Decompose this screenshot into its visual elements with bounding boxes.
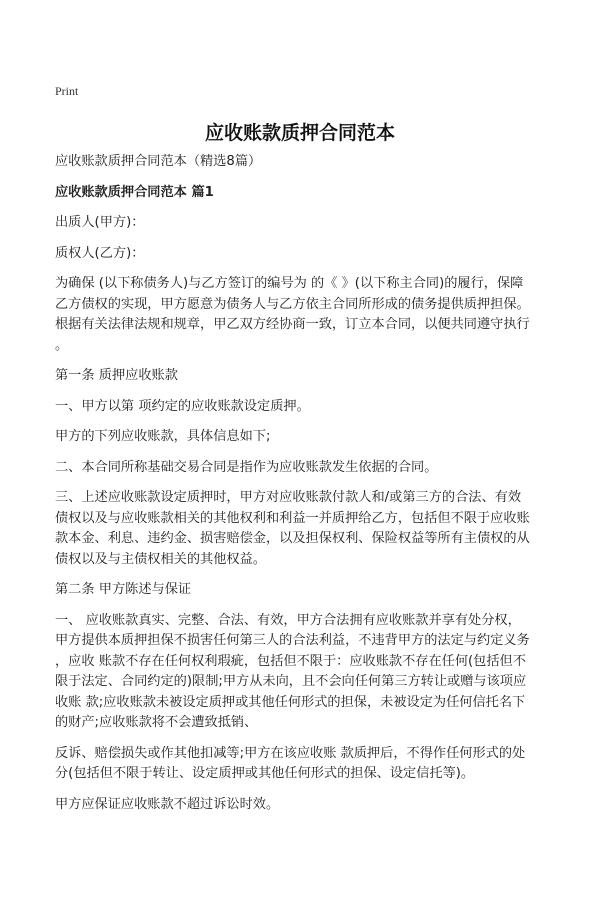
text-line: 债权以及与应收账款相关的其他权利和利益一并质押给乙方，包括但不限于应收账 <box>55 510 530 526</box>
document-body <box>55 152 575 825</box>
paragraph <box>55 488 575 570</box>
paragraph <box>55 213 575 234</box>
paragraph <box>55 458 575 479</box>
text-line: 乙方债权的实现，甲方愿意为债务人与乙方依主合同所形成的债务提供质押担保。 <box>55 296 530 312</box>
paragraph <box>55 244 575 265</box>
text-line: 甲方的下列应收账款，具体信息如下; <box>55 429 271 444</box>
section-heading <box>55 183 575 204</box>
text-line: 第二条 甲方陈述与保证 <box>55 582 192 597</box>
text-line: 三、上述应收账款设定质押时，甲方对应收账款付款人和/或第三方的合法、有效 <box>55 490 522 505</box>
paragraph <box>55 744 575 785</box>
text-line: 一、 应收账款真实、完整、合法、有效，甲方合法拥有应收账款并享有处分权， <box>55 612 521 628</box>
text-line: 第一条 质押应收账款 <box>55 368 178 383</box>
paragraph <box>55 152 575 173</box>
print-label: Print <box>55 84 79 98</box>
document-title: 应收账款质押合同范本 <box>204 122 395 144</box>
paragraph <box>55 366 575 387</box>
text-line: 反诉、赔偿损失或作其他扣减等;甲方在该应收账 款质押后，不得作任何形式的处 <box>55 745 526 761</box>
text-line: 为确保 (以下称债务人)与乙方签订的编号为 的《 》(以下称主合同)的履行，保障 <box>55 276 524 291</box>
text-line: 款本金、利息、违约金、损害赔偿金，以及担保权利、保险权益等所有主债权的从 <box>55 531 530 546</box>
paragraph <box>55 427 575 448</box>
text-line: 甲方应保证应收账款不超过诉讼时效。 <box>55 796 280 812</box>
text-line: 甲方提供本质押担保不损害任何第三人的合法利益，不违背甲方的法定与约定义务 <box>55 633 530 648</box>
text-line: 二、本合同所称基础交易合同是指作为应收账款发生依据的合同。 <box>55 459 438 475</box>
text-line: ，应收 账款不存在任何权利瑕疵，包括但不限于：应收账款不存在任何(包括但不 <box>55 653 526 669</box>
paragraph <box>55 795 575 816</box>
text-line: 的财产;应收账款将不会遭致抵销、 <box>55 715 258 730</box>
text-line: 质权人(乙方)： <box>55 245 145 261</box>
paragraph <box>55 611 575 734</box>
paragraph <box>55 274 575 356</box>
text-line: 收账 款;应收账款未被设定质押或其他任何形式的担保，未被设定为任何信托名下 <box>55 694 526 710</box>
paragraph <box>55 397 575 418</box>
text-line: 一、甲方以第 项约定的应收账款设定质押。 <box>55 398 310 414</box>
text-line: 分(包括但不限于转让、设定质押或其他任何形式的担保、设定信托等)。 <box>55 766 475 781</box>
text-line: 。 <box>55 337 69 353</box>
text-line: 债权以及与主债权相关的其他权益。 <box>55 551 266 567</box>
paragraph <box>55 580 575 601</box>
text-line: 应收账款质押合同范本（精选8篇） <box>55 154 262 169</box>
text-line: 限于法定、合同约定的)限制;甲方从未向，且不会向任何第三方转让或赠与该项应 <box>55 674 527 689</box>
text-line: 根据有关法律法规和规章，甲乙双方经协商一致，订立本合同，以便共同遵守执行 <box>55 317 530 332</box>
text-line: 出质人(甲方)： <box>55 215 145 230</box>
text-line: 应收账款质押合同范本 篇1 <box>55 184 214 200</box>
